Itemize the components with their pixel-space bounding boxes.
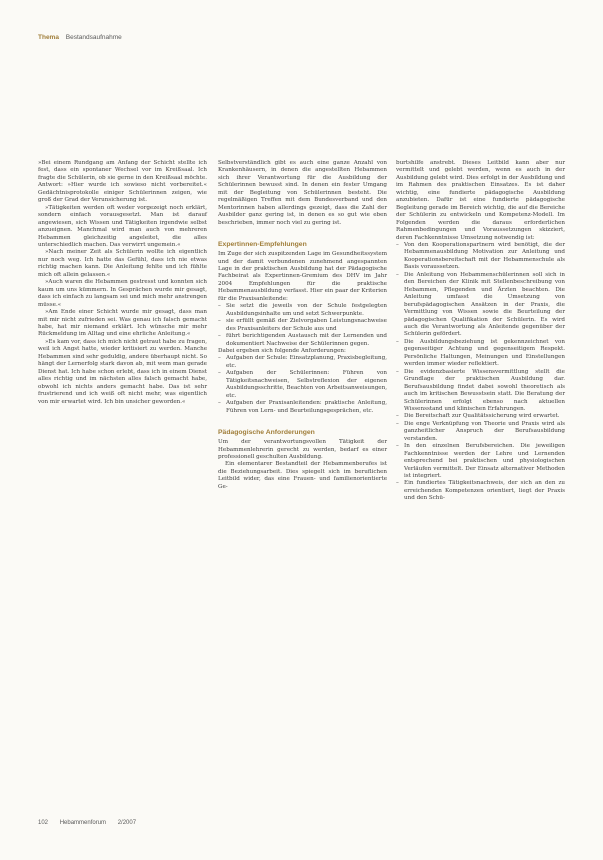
list-item: – Aufgaben der Praxisanleitenden: praktische Anleitung, Führen von Lern- und Beurteilungsgesprächen, etc. [218, 400, 387, 415]
paragraph: Selbstverständlich gibt es auch eine ganze Anzahl von Krankenhäusern, in denen die angestellten Hebammen sich ihrer Verantwortung für die Ausbildung der Schülerinnen bewusst sind. In denen ein fester Umgang mit der Begleitung von Schülerinnen besteht. Die regelmäßigen Treffen mit dem Bundesverband und den Mentorinnen haben allerdings gezeigt, dass die Zahl der Ausbilder ganz gering ist, in denen es so gut wie eben beschrieben, immer noch viel zu gering ist. [218, 160, 387, 226]
issue-number: 2/2007 [117, 820, 137, 826]
bullet-list [218, 303, 387, 348]
paragraph: »Am Ende einer Schicht wurde mir gesagt, dass man mit mir nicht zufrieden sei. Was genau ich falsch gemacht habe, hat mir niemand erklärt. Ich wünsche mir mehr Rückmeldung im Alltag und eine ehrliche Anleitung.« [38, 309, 207, 338]
paragraph: Ein elementarer Bestandteil der Hebammenberufes ist die Beziehungsarbeit. Dies spiegelt sich im beruflichen Leitbild wider, das eine Frauen- und familienorientierte Ge- [218, 461, 387, 490]
section-label: Thema [38, 34, 59, 41]
list-item: – Aufgaben der Schülerinnen: Führen von Tätigkeitsnachweisen, Selbstreflexion der eigenen Ausbildungsschritte, Beachten von Arbeitsanweisungen, etc. [218, 370, 387, 400]
paragraph: »Tätigkeiten werden oft weder vorgezeigt noch erklärt, sondern einfach vorausgesetzt. Man ist darauf angewiesen, sich Wissen und Tätigkeiten irgendwie selbst anzueignen. Manchmal wird man auch von mehreren Hebammen gleichzeitig angeleitet, die alles unterschiedlich machen. Das verwirrt ungemein.« [38, 204, 207, 248]
section-heading: Expertinnen-Empfehlungen [218, 241, 307, 249]
paragraph: burtshilfe anstrebt. Dieses Leitbild kann aber nur vermittelt und gelebt werden, wenn es auch in der Ausbildung gelebt wird. Dies erfolgt in der Ausbildung und im Rahmen des praktischen Einsatzes. Es ist daher wichtig, eine fundierte pädagogische Ausbildung anzubieten. Dafür ist eine fundierte pädagogische Begleitung gerade im Bereich wichtig, die auf die Bereiche der Schülerin zu entwickeln und Kompetenz-Modell. Im Folgenden werden die daraus erforderlichen Rahmenbedingungen und Voraussetzungen skizziert, deren Fachkenntnisse Umsetzung notwendig ist: [396, 160, 565, 241]
column-3 [396, 160, 565, 503]
list-item: – In den einzelnen Berufsbereichen. Die jeweiligen Fachkenntnisse werden der Lehre und Lernenden entsprechend bei praktischen und physiologischen Verläufen vermittelt. Der Einsatz alternativer Methoden ist integriert. [396, 443, 565, 480]
paragraph: »Bei einem Rundgang am Anfang der Schicht stellte ich fest, dass ein spontaner Wechsel vor im Kreißsaal. Ich fragte die Schülerin, ob sie gerne in den Kreißsaal möchte. Antwort: »Hier wurde ich sowieso nicht vorbereitet.« Gedächtnisprotokolle einiger Schülerinnen zeigen, wie groß der Grad der Verunsicherung ist. [38, 160, 207, 204]
list-item: – Ein fundiertes Tätigkeitsnachweis, der sich an den zu erreichenden Kompetenzen orientiert, liegt der Praxis und den Schü- [396, 480, 565, 502]
list-item: – Aufgaben der Schule: Einsatzplanung, Praxisbegleitung, etc. [218, 355, 387, 370]
bullet-list [396, 242, 565, 503]
column-2 [218, 160, 387, 491]
section-title: Bestandsaufnahme [65, 34, 122, 41]
paragraph: Dabei ergeben sich folgende Anforderungen: [218, 347, 346, 354]
list-item: – Von den Kooperationspartnern wird benötigt, die der Hebammenausbildung Motivation zur Anleitung und Kooperationsbereitschaft mit der Hebammenschule als Basis voraussetzen. [396, 242, 565, 272]
paragraph: »Nach meiner Zeit als Schülerin wollte ich eigentlich nur noch weg. Ich hatte das Gefühl, dass ich nie etwas richtig machen kann. Die Anleitung fehlte und ich fühlte mich oft allein gelassen.« [38, 249, 207, 278]
paragraph: »Auch waren die Hebammen gestresst und konnten sich kaum um uns kümmern. In Gesprächen wurde mir gesagt, dass ich einfach zu langsam sei und mich mehr anstrengen müsse.« [38, 279, 207, 308]
list-item: – führt berichtigenden Austausch mit der Lernenden und dokumentiert Nachweise der Schülerinnen gegen. [218, 333, 387, 348]
journal-name: Hebammenforum [59, 820, 107, 826]
section-heading: Pädagogische Anforderungen [218, 429, 315, 437]
paragraph: Um der verantwortungsvollen Tätigkeit der Hebammenlehrerin gerecht zu werden, bedarf es einer professionell geschulten Ausbildung. [218, 439, 387, 460]
page-footer [38, 820, 146, 826]
list-item: – Die Bereitschaft zur Qualitätssicherung wird erwartet. [396, 413, 565, 420]
paragraph: »Es kam vor, dass ich mich nicht getraut habe zu fragen, weil ich Angst hatte, wieder kritisiert zu werden. Manche Hebammen sind sehr geduldig, andere überhaupt nicht. So hängt der Lernerfolg stark davon ab, mit wem man gerade Dienst hat. Ich habe schon erlebt, dass ich in einem Dienst alles richtig und im nächsten alles falsch gemacht habe, obwohl ich nichts anders gemacht habe. Das ist sehr frustrierend und ich weiß oft nicht mehr, was eigentlich von mir erwartet wird. Ich bin unsicher geworden.« [38, 338, 207, 405]
list-item: – Die Anleitung von Hebammenschülerinnen soll sich in den Bereichen der Klinik mit Stellenbeschreibung von Hebammen, Pflegenden und Ärzten beachten. Die Anleitung umfasst die Umsetzung von berufspädagogischen Ansätzen in der Praxis, die Vermittlung von Wissen sowie die Beurteilung der pädagogischen Qualifikation der Schülerin. Es wird auch die Verantwortung als Anleitende gegenüber der Schülerin gefördert. [396, 272, 565, 339]
list-item: – sie erfüllt gemäß der Zielvorgaben Leistungsnachweise des Praxisanleiters der Schule aus und [218, 318, 387, 333]
column-1 [38, 160, 207, 406]
running-header [38, 34, 122, 41]
page-number: 102 [38, 820, 49, 826]
list-item: – Die evidenzbasierte Wissensvermittlung stellt die Grundlage der praktischen Ausbildung dar. Berufsausbildung findet dabei sowohl theoretisch als auch im kritischen Bewusstsein statt. Die Beratung der Schülerinnen erfolgt ebenso nach aktuellen Wissensstand und klinischen Erfahrungen. [396, 369, 565, 414]
paragraph: Im Zuge der sich zuspitzenden Lage im Gesundheitssystem und der damit verbundenen zunehmend angespannten Lage in der praktischen Ausbildung hat der Pädagogische Fachbeirat als Expertinnen-Gremium des DHV im Jahr 2004 Empfehlungen für die praktische Hebammenausbildung verfasst. Hier ein paar der Kriterien für die Praxisanleitende: [218, 251, 387, 302]
list-item: – Sie setzt die jeweils von der Schule festgelegten Ausbildungsinhalte um und setzt Schwerpunkte. [218, 303, 387, 318]
bullet-list [218, 355, 387, 415]
list-item: – Die Ausbildungsbeziehung ist gekennzeichnet von gegenseitiger Achtung und gegenseitigem Respekt. Persönliche Haltungen, Meinungen und Einstellungen werden immer wieder reflektiert. [396, 339, 565, 369]
list-item: – Die enge Verknüpfung von Theorie und Praxis wird als ganzheitlicher Anspruch der Berufsausbildung verstanden. [396, 421, 565, 443]
